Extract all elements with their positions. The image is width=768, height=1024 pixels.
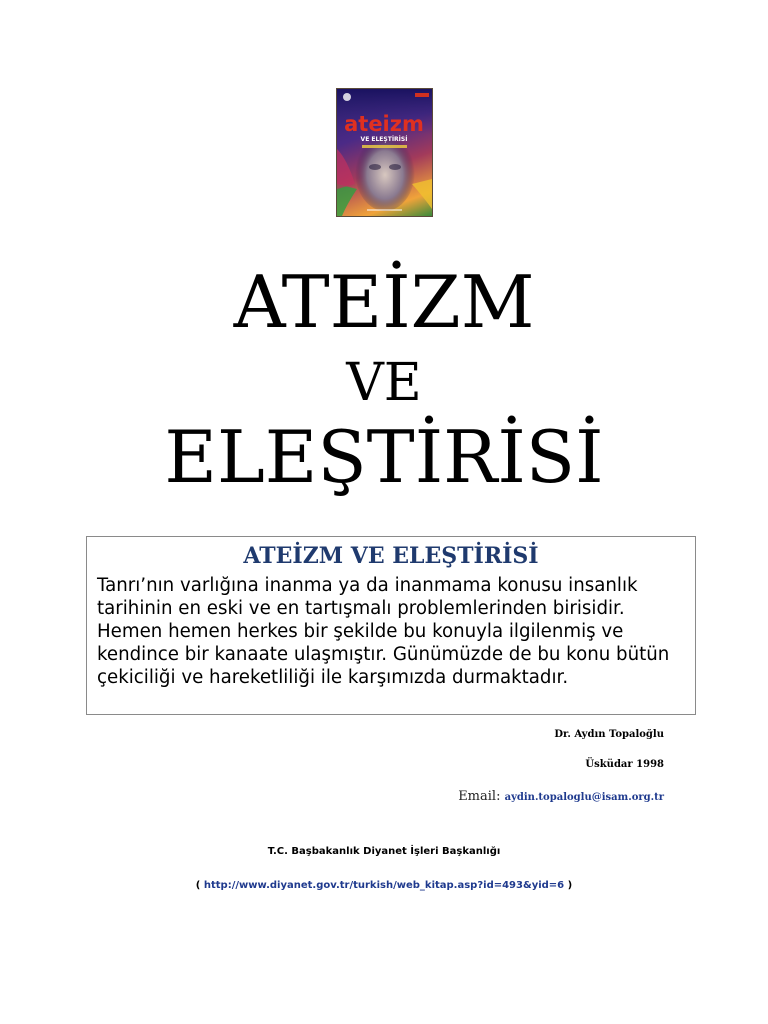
cover-subtitle-text: VE ELEŞTİRİSİ xyxy=(360,136,408,143)
main-title-line2: VE xyxy=(346,353,422,413)
book-cover-image xyxy=(336,88,433,217)
main-title-line3: ELEŞTİRİSİ xyxy=(164,415,604,499)
source-open-paren: ( xyxy=(195,880,204,891)
main-title-line1: ATEİZM xyxy=(233,260,535,344)
source-close-paren: ) xyxy=(564,880,573,891)
email-link[interactable]: aydin.topaloglu@isam.org.tr xyxy=(504,792,664,803)
summary-text: Tanrı’nın varlığına inanma ya da inanmama konusu insanlık tarihinin en eski ve en tartışmalı problemlerinden birisidir. Hemen hemen herkes bir şekilde bu konuyla ilgilenmiş ve kendince bir kanaate ulaşmıştır. Günümüzde de bu konu bütün çekiciliği ve hareketliliği ile karşımızda durmaktadır. xyxy=(97,575,670,688)
organization-name: T.C. Başbakanlık Diyanet İşleri Başkanlığı xyxy=(267,846,501,857)
summary-title: ATEİZM VE ELEŞTİRİSİ xyxy=(243,543,539,569)
source-url-link[interactable]: http://www.diyanet.gov.tr/turkish/web_kitap.asp?id=493&yid=6 xyxy=(203,880,565,891)
book-cover-art xyxy=(337,89,432,216)
email-line xyxy=(458,789,664,804)
summary-box xyxy=(86,536,696,715)
place-date: Üsküdar 1998 xyxy=(585,759,664,770)
cover-title-text: ateizm xyxy=(344,112,424,136)
email-label: Email: xyxy=(458,789,501,804)
source-line xyxy=(0,880,768,891)
author-name: Dr. Aydın Topaloğlu xyxy=(554,729,664,740)
